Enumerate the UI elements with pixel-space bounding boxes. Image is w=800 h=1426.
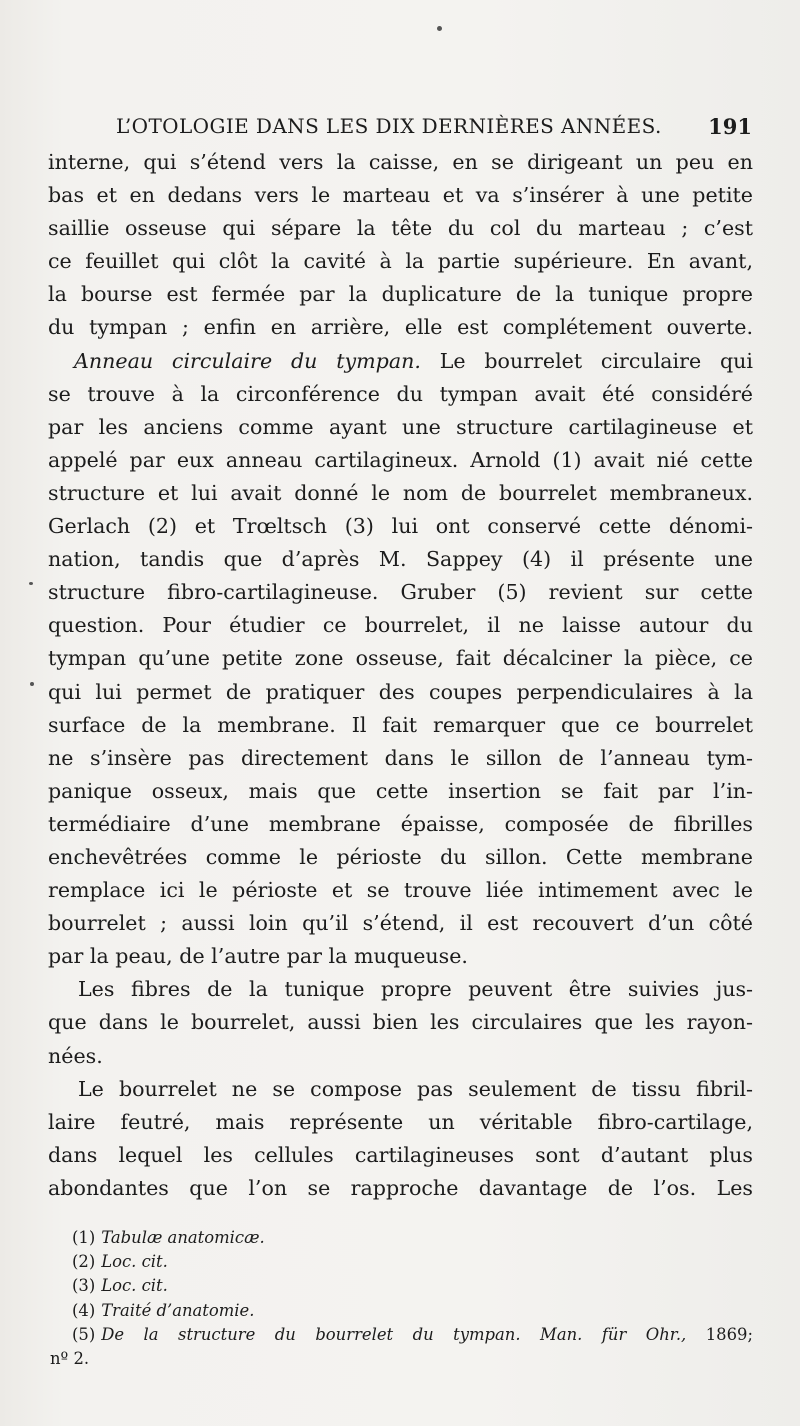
text-line: tympan qu’une petite zone osseuse, fait décalciner la pièce, ce: [48, 646, 753, 671]
text-line: dans lequel les cellules cartilagineuses sont d’autant plus: [48, 1142, 753, 1167]
footnote-year: 1869;: [686, 1324, 753, 1344]
footnote: [48, 1250, 753, 1274]
footnote: [48, 1274, 753, 1298]
footnote-text: Tabulæ anatomicæ.: [101, 1228, 265, 1247]
footnote-continuation: nº 2.: [50, 1348, 90, 1368]
text-line: appelé par eux anneau cartilagineux. Arnold (1) avait nié cette: [48, 447, 753, 472]
text-line: Les fibres de la tunique propre peuvent être suivies jus-: [78, 977, 753, 1002]
footnote-marker: (3): [72, 1276, 96, 1296]
text-line: nation, tandis que d’après M. Sappey (4) il présente une: [48, 547, 753, 572]
text-line: interne, qui s’étend vers la caisse, en se dirigeant un peu en: [48, 150, 753, 174]
text-line: ne s’insère pas directement dans le sillon de l’anneau tym-: [48, 745, 753, 770]
running-title: L’OTOLOGIE DANS LES DIX DERNIÈRES ANNÉES.: [116, 114, 662, 138]
footnote: [48, 1226, 753, 1250]
paragraph-heading-line: [48, 345, 753, 378]
text-line: structure fibro-cartilagineuse. Gruber (5) revient sur cette: [48, 580, 753, 605]
text-line: laire feutré, mais représente un véritable fibro-cartilage,: [48, 1109, 753, 1134]
page-number: 191: [708, 114, 752, 139]
footnote: [48, 1299, 753, 1323]
text-line: ce feuillet qui clôt la cavité à la partie supérieure. En avant,: [48, 249, 753, 274]
print-speck: [437, 26, 442, 31]
footnote-text: Loc. cit.: [101, 1276, 168, 1296]
section-heading: Anneau circulaire du tympan.: [74, 348, 421, 373]
footnote-text: Traité d’anatomie.: [101, 1300, 255, 1320]
print-speck: [29, 582, 33, 585]
text-line: surface de la membrane. Il fait remarquer que ce bourrelet: [48, 712, 753, 737]
footnote-marker: (5): [72, 1324, 96, 1344]
text-line: Le bourrelet ne se compose pas seulement de tissu fibril-: [78, 1076, 753, 1101]
footnote-text: Loc. cit.: [101, 1252, 168, 1272]
footnotes: [48, 1226, 753, 1371]
text-line: structure et lui avait donné le nom de bourrelet membraneux.: [48, 480, 753, 505]
text-line: par les anciens comme ayant une structure cartilagineuse et: [48, 414, 753, 439]
text-line: bourrelet ; aussi loin qu’il s’étend, il est recouvert d’un côté: [48, 911, 753, 936]
text-line: abondantes que l’on se rapproche davantage de l’os. Les: [48, 1175, 753, 1200]
footnote-marker: (4): [72, 1300, 96, 1320]
text-line: enchevêtrées comme le périoste du sillon. Cette membrane: [48, 844, 753, 869]
footnote-marker: (2): [72, 1252, 96, 1272]
text-line: question. Pour étudier ce bourrelet, il ne laisse autour du: [48, 613, 753, 638]
text-line: se trouve à la circonférence du tympan avait été considéré: [48, 381, 753, 406]
text-line: bas et en dedans vers le marteau et va s’insérer à une petite: [48, 183, 753, 208]
text-line: que dans le bourrelet, aussi bien les circulaires que les rayon-: [48, 1010, 753, 1035]
text-line: Gerlach (2) et Trœltsch (3) lui ont conservé cette dénomi-: [48, 514, 753, 539]
text-line: la bourse est fermée par la duplicature de la tunique propre: [48, 282, 753, 307]
text-line: remplace ici le périoste et se trouve liée intimement avec le: [48, 878, 753, 903]
text-line: par la peau, de l’autre par la muqueuse.: [48, 944, 468, 969]
page-header: [48, 112, 756, 146]
text-line: nées.: [48, 1043, 103, 1068]
footnote: [48, 1323, 753, 1347]
text-line: panique osseux, mais que cette insertion se fait par l’in-: [48, 778, 753, 803]
text-line: qui lui permet de pratiquer des coupes perpendiculaires à la: [48, 679, 753, 704]
footnote-marker: (1): [72, 1228, 96, 1247]
footnote-text: De la structure du bourrelet du tympan. Man. für Ohr.,: [101, 1324, 687, 1344]
text-line: termédiaire d’une membrane épaisse, composée de fibrilles: [48, 811, 753, 836]
text-span: Le bourrelet circulaire qui: [420, 348, 753, 373]
body-text: [48, 146, 753, 1205]
text-line: saillie osseuse qui sépare la tête du col du marteau ; c’est: [48, 216, 753, 241]
print-speck: [30, 682, 34, 686]
text-line: du tympan ; enfin en arrière, elle est complétement ouverte.: [48, 315, 753, 340]
